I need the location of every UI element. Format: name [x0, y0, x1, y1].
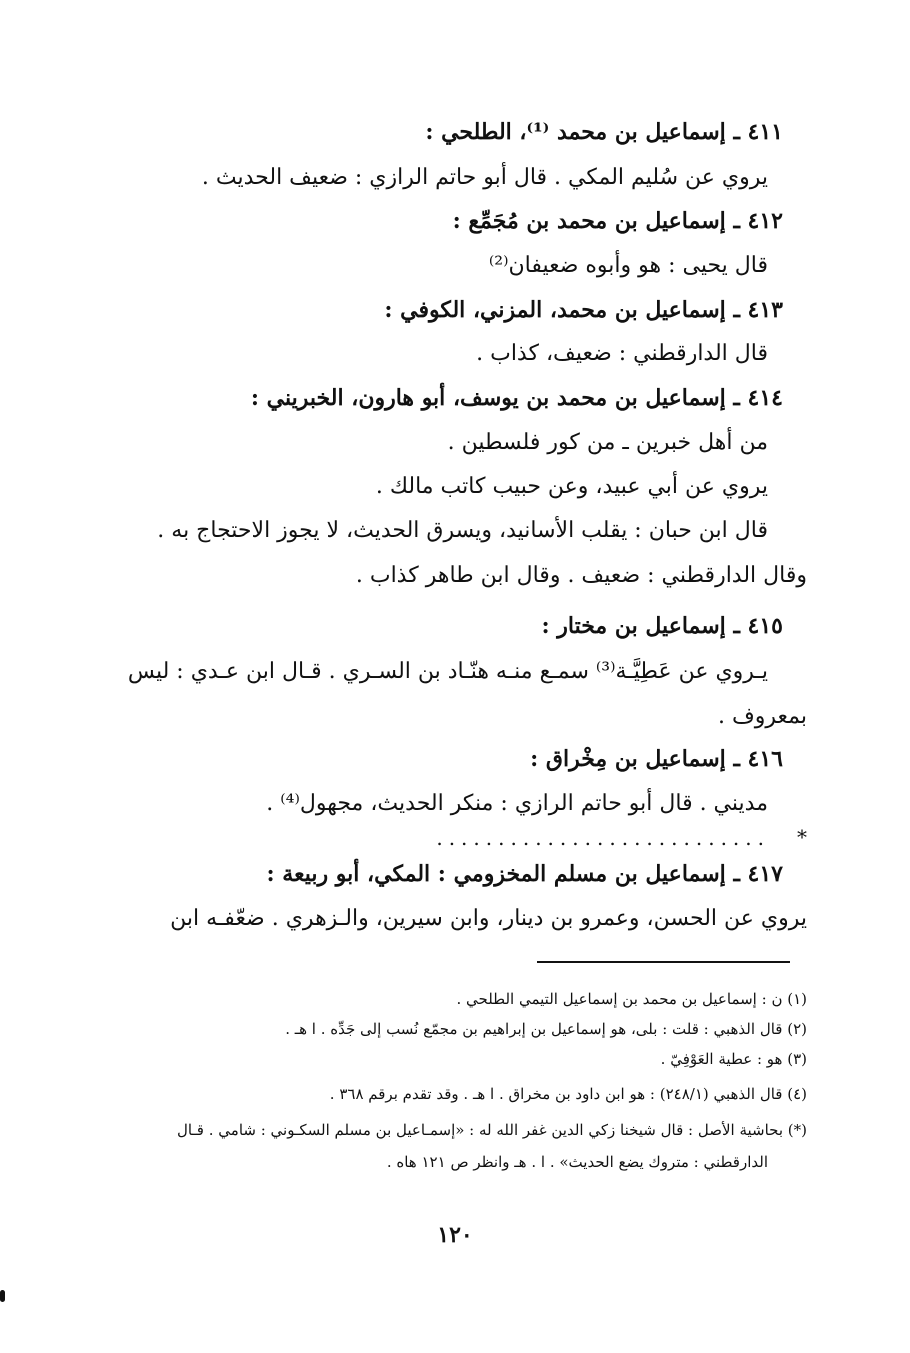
entry-416-text: مديني . قال أبو حاتم الرازي : منكر الحديث، مجهول⁽⁴⁾ .	[266, 791, 768, 816]
footnote-2: (٢) قال الذهبي : قلت : بلى، هو إسماعيل بن إبراهيم بن مجمّع نُسب إلى جَدِّه . ا هـ .	[285, 1020, 807, 1038]
entry-414-text-1: من أهل خبرين ـ من كور فلسطين .	[447, 430, 768, 455]
footnote-star-continued: الدارقطني : متروك يضع الحديث» . ا . هـ وانظر ص ١٢١ هاه .	[386, 1153, 768, 1171]
entry-417-text: يروي عن الحسن، وعمرو بن دينار، وابن سيرين، والـزهري . ضعّفـه ابن	[170, 906, 807, 931]
footnote-star: (*) بحاشية الأصل : قال شيخنا زكي الدين غفر الله له : «إسمـاعيل بن مسلم السكـوني : شامي . قـال	[176, 1121, 807, 1139]
entry-413-heading: ٤١٣ ـ إسماعيل بن محمد، المزني، الكوفي :	[384, 297, 783, 323]
star-mark: *	[797, 825, 807, 849]
scan-edge-mark	[0, 1290, 5, 1302]
entry-411-heading: ٤١١ ـ إسماعيل بن محمد ⁽¹⁾، الطلحي :	[425, 119, 783, 145]
entry-414-text-4: وقال الدارقطني : ضعيف . وقال ابن طاهر كذاب .	[355, 563, 807, 588]
entry-412-heading: ٤١٢ ـ إسماعيل بن محمد بن مُجَمِّع :	[452, 208, 783, 234]
entry-415-heading: ٤١٥ ـ إسماعيل بن مختار :	[541, 613, 783, 639]
entry-414-heading: ٤١٤ ـ إسماعيل بن محمد بن يوسف، أبو هارون، الخبريني :	[250, 385, 783, 411]
entry-415-text-1: يـروي عن عَطِيَّـة⁽³⁾ سمـع منـه هنّـاد بن السـري . قـال ابن عـدي : ليس	[127, 659, 768, 684]
footnote-4: (٤) قال الذهبي (٢٤٨/١) : هو ابن داود بن مخراق . ا هـ . وقد تقدم برقم ٣٦٨ .	[329, 1085, 807, 1103]
entry-411-text: يروي عن سُليم المكي . قال أبو حاتم الرازي : ضعيف الحديث .	[201, 165, 768, 190]
entry-412-text: قال يحيى : هو وأبوه ضعيفان⁽²⁾	[488, 253, 768, 278]
entry-415-text-2: بمعروف .	[717, 704, 807, 729]
footnote-separator	[537, 961, 790, 963]
footnote-3: (٣) هو : عطية العَوْفِيّ .	[660, 1050, 807, 1068]
entry-417-heading: ٤١٧ ـ إسماعيل بن مسلم المخزومي : المكي، أبو ربيعة :	[266, 861, 783, 887]
footnote-1: (١) ن : إسماعيل بن محمد بن إسماعيل التيمي الطلحي .	[456, 990, 807, 1008]
page-number: ١٢٠	[437, 1222, 473, 1248]
entry-413-text: قال الدارقطني : ضعيف، كذاب .	[476, 341, 768, 366]
dotted-separator: ...........................	[436, 826, 770, 850]
entry-414-text-3: قال ابن حبان : يقلب الأسانيد، ويسرق الحديث، لا يجوز الاحتجاج به .	[157, 518, 768, 543]
entry-416-heading: ٤١٦ ـ إسماعيل بن مِخْراق :	[530, 746, 783, 772]
entry-414-text-2: يروي عن أبي عبيد، وعن حبيب كاتب مالك .	[375, 474, 768, 499]
